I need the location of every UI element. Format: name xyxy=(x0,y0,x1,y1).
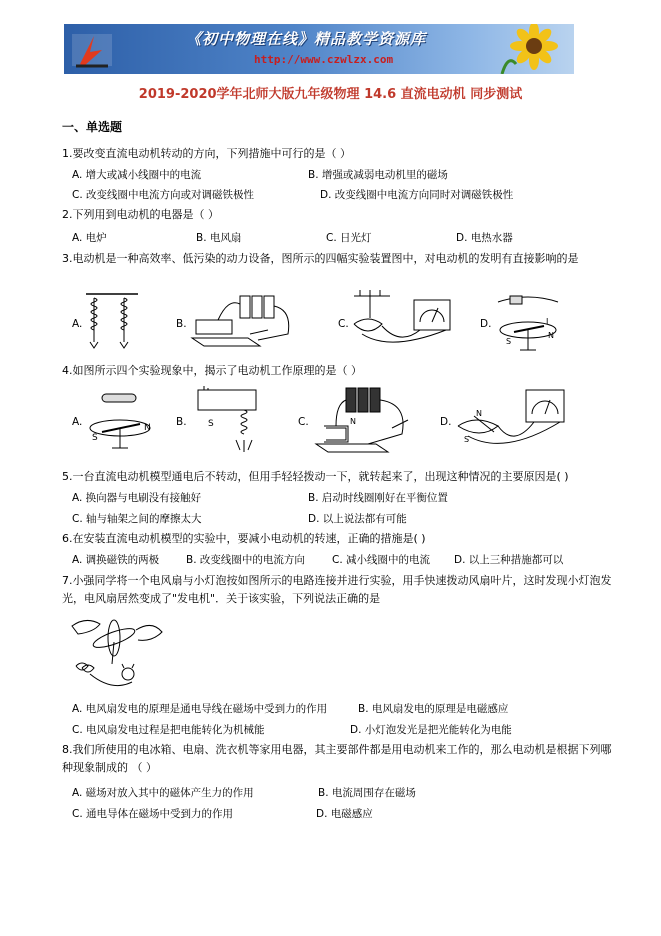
q7-option-d[interactable]: D. 小灯泡发光是把光能转化为电能 xyxy=(350,724,512,736)
pole-s-label-d: S xyxy=(464,435,470,444)
q6-option-a[interactable]: A. 调换磁铁的两极 xyxy=(72,554,160,566)
q8-option-d[interactable]: D. 电磁感应 xyxy=(316,808,373,820)
pole-n-label: N xyxy=(144,423,151,433)
q5-option-c[interactable]: C. 轴与轴架之间的摩擦太大 xyxy=(72,513,202,525)
q2-option-d[interactable]: D. 电热水器 xyxy=(456,232,513,244)
svg-text:N: N xyxy=(548,331,554,340)
q5-option-d[interactable]: D. 以上说法都有可能 xyxy=(308,513,407,525)
question-6-stem: 6.在安装直流电动机模型的实验中，要减小电动机的转速，正确的措施是( ) xyxy=(62,532,426,545)
battery-circuit-figure xyxy=(188,290,298,352)
q8-option-b[interactable]: B. 电流周围存在磁场 xyxy=(318,787,416,799)
question-2-stem: 2.下列用到电动机的电器是（ ） xyxy=(62,208,219,221)
q7-option-c[interactable]: C. 电风扇发电过程是把电能转化为机械能 xyxy=(72,724,265,736)
q2-option-c[interactable]: C. 日光灯 xyxy=(326,232,372,244)
pole-s-label-b: S xyxy=(208,419,214,429)
q3-option-c[interactable]: C. xyxy=(338,318,349,330)
q3-option-b[interactable]: B. xyxy=(176,318,187,330)
question-8-stem: 8.我们所使用的电冰箱、电扇、洗衣机等家用电器，其主要部件都是用电动机来工作的，那么电动机是根据下列哪种现象制成的 （ ） xyxy=(62,743,612,774)
pole-s-label: S xyxy=(92,433,98,443)
electromagnet-figure xyxy=(190,386,270,454)
galvanometer-circuit-figure xyxy=(350,290,460,352)
sunflower-icon xyxy=(490,24,570,74)
svg-text:S: S xyxy=(506,337,512,346)
compass-wire-figure xyxy=(494,290,564,354)
motor-circuit-figure xyxy=(312,384,420,456)
header-banner xyxy=(64,24,574,74)
q1-option-d[interactable]: D. 改变线圈中电流方向同时对调磁铁极性 xyxy=(320,189,514,201)
coil-nails-figure xyxy=(84,290,140,350)
q5-option-b[interactable]: B. 启动时线圈刚好在平衡位置 xyxy=(308,492,448,504)
q7-option-a[interactable]: A. 电风扇发电的原理是通电导线在磁场中受到力的作用 xyxy=(72,703,328,715)
q4-option-b[interactable]: B. xyxy=(176,416,187,428)
banner-url[interactable]: http://www.czwlzx.com xyxy=(254,53,394,66)
q7-option-b[interactable]: B. 电风扇发电的原理是电磁感应 xyxy=(358,703,509,715)
q1-option-b[interactable]: B. 增强或减弱电动机里的磁场 xyxy=(308,169,448,181)
question-1-stem: 1.要改变直流电动机转动的方向，下列措施中可行的是（ ） xyxy=(62,147,351,160)
pole-n-label-d: N xyxy=(476,409,482,418)
section-heading: 一、单选题 xyxy=(62,120,123,134)
q5-option-a[interactable]: A. 换向器与电刷没有接触好 xyxy=(72,492,202,504)
q2-option-b[interactable]: B. 电风扇 xyxy=(196,232,242,244)
q2-option-a[interactable]: A. 电炉 xyxy=(72,232,107,244)
pole-n-label-c: N xyxy=(350,417,356,426)
q3-option-d[interactable]: D. xyxy=(480,318,492,330)
q4-option-d[interactable]: D. xyxy=(440,416,452,428)
q8-option-c[interactable]: C. 通电导体在磁场中受到力的作用 xyxy=(72,808,234,820)
question-4-stem: 4.如图所示四个实验现象中，揭示了电动机工作原理的是（ ） xyxy=(62,364,362,377)
site-logo-icon xyxy=(70,30,114,70)
question-3-stem: 3.电动机是一种高效率、低污染的动力设备，图所示的四幅实验装置图中，对电动机的发明有直接影响的是 xyxy=(62,252,579,265)
banner-title: 《初中物理在线》精品教学资源库 xyxy=(186,30,427,48)
svg-text:I: I xyxy=(546,317,549,326)
compass-needle-figure xyxy=(86,388,156,452)
q1-option-a[interactable]: A. 增大或减小线圈中的电流 xyxy=(72,169,202,181)
fan-lamp-figure xyxy=(66,612,166,694)
induction-galvanometer-figure xyxy=(454,386,568,454)
q1-option-c[interactable]: C. 改变线圈中电流方向或对调磁铁极性 xyxy=(72,189,255,201)
q6-option-b[interactable]: B. 改变线圈中的电流方向 xyxy=(186,554,305,566)
q3-option-a[interactable]: A. xyxy=(72,318,83,330)
q4-option-a[interactable]: A. xyxy=(72,416,83,428)
question-5-stem: 5.一台直流电动机模型通电后不转动，但用手轻轻拨动一下，就转起来了，出现这种情况的主要原因是( ) xyxy=(62,470,569,483)
q4-option-c[interactable]: C. xyxy=(298,416,309,428)
document-title: 2019-2020学年北师大版九年级物理 14.6 直流电动机 同步测试 xyxy=(138,87,523,102)
q6-option-c[interactable]: C. 减小线圈中的电流 xyxy=(332,554,431,566)
q6-option-d[interactable]: D. 以上三种措施都可以 xyxy=(454,554,564,566)
question-7-stem: 7.小强同学将一个电风扇与小灯泡按如图所示的电路连接并进行实验，用手快速拨动风扇叶片，这时发现小灯泡发光，电风扇居然变成了"发电机"．关于该实验，下列说法正确的是 xyxy=(62,574,612,605)
q8-option-a[interactable]: A. 磁场对放入其中的磁体产生力的作用 xyxy=(72,787,254,799)
